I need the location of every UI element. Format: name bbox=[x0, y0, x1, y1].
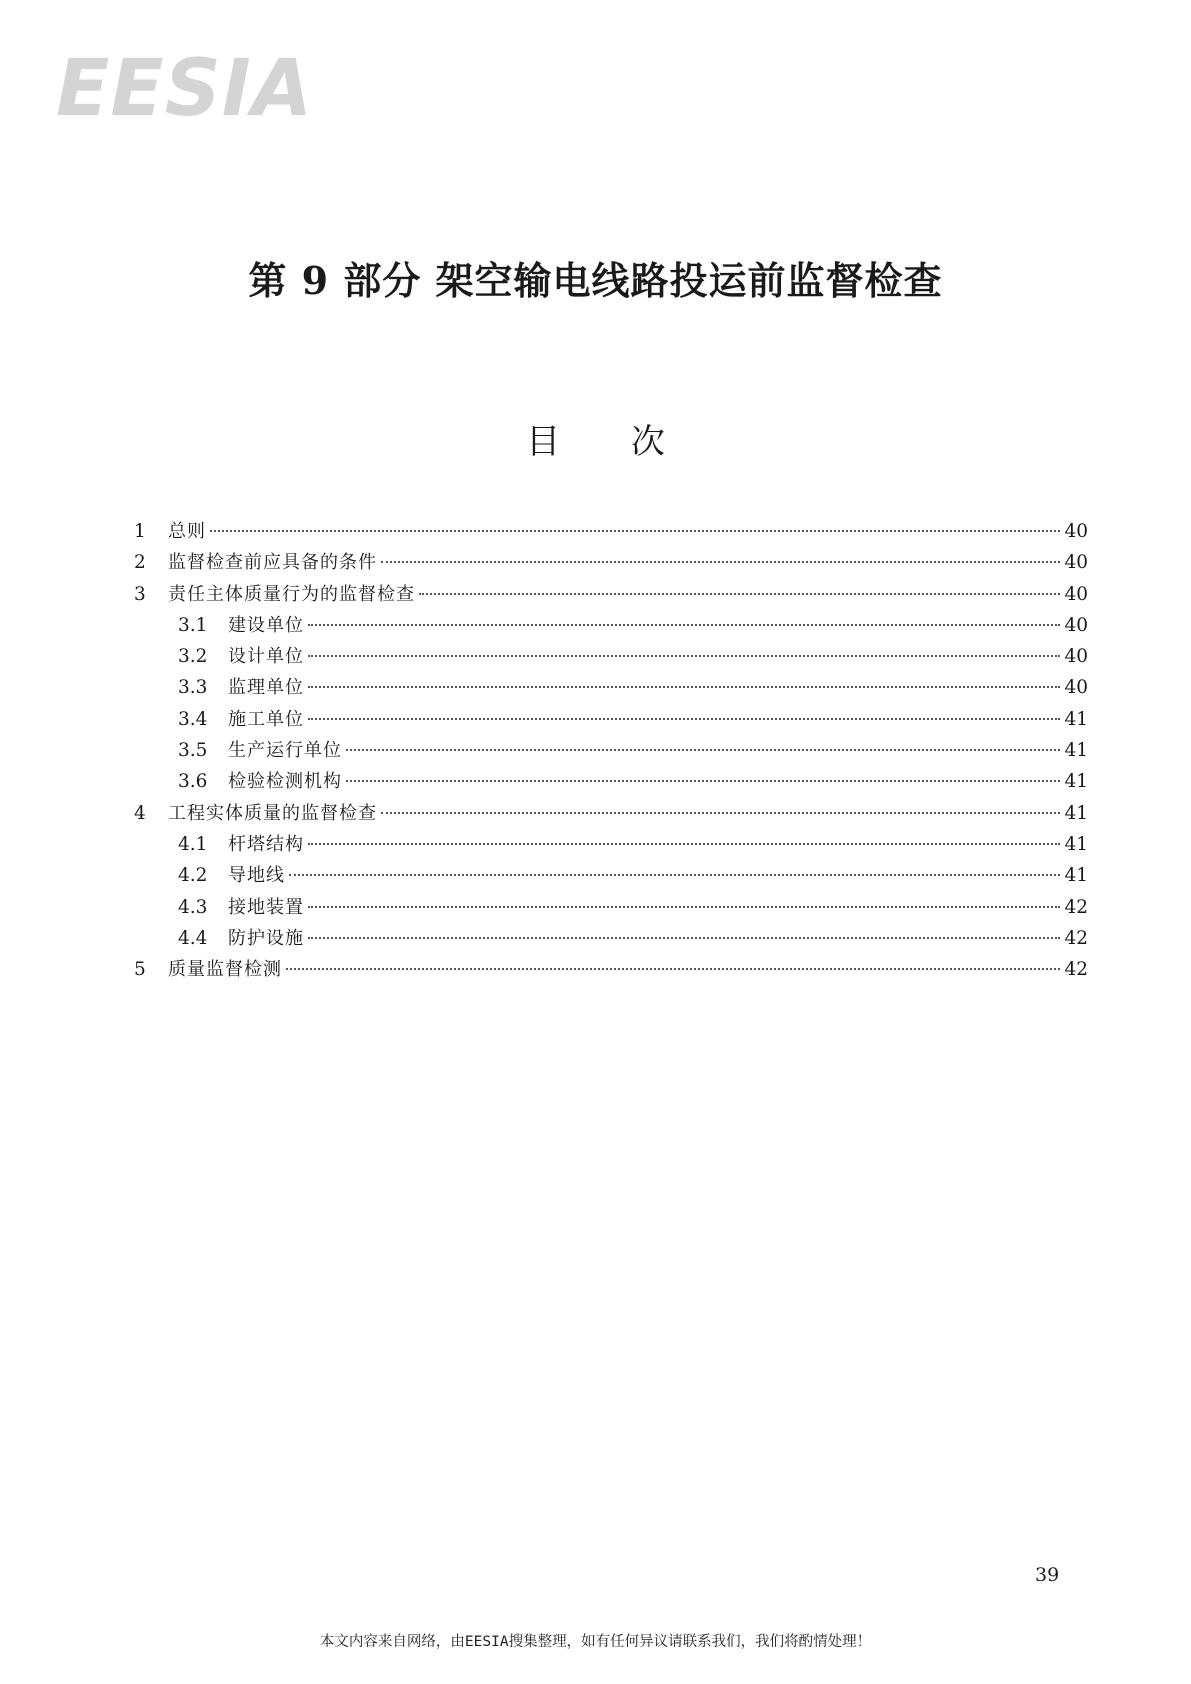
toc-entry-number: 3 bbox=[134, 583, 146, 605]
toc-entry[interactable] bbox=[134, 798, 1088, 829]
toc-leader-dots bbox=[308, 906, 1060, 908]
toc-entry[interactable] bbox=[134, 766, 1088, 797]
toc-entry-title: 杆塔结构 bbox=[228, 833, 304, 855]
toc-entry-title: 总则 bbox=[168, 521, 206, 542]
toc-entry[interactable] bbox=[134, 704, 1088, 735]
toc-entry-page: 40 bbox=[1064, 583, 1088, 605]
toc-leader-dots bbox=[308, 843, 1060, 845]
footer-note: 本文内容来自网络，由EESIA搜集整理，如有任何异议请联系我们，我们将酌情处理！ bbox=[319, 1634, 872, 1650]
toc-entry[interactable] bbox=[134, 516, 1088, 547]
toc-entry-page: 40 bbox=[1064, 552, 1088, 574]
toc-entry-title: 导地线 bbox=[228, 865, 285, 887]
toc-entry-title: 生产运行单位 bbox=[228, 740, 342, 762]
toc-entry-title: 工程实体质量的监督检查 bbox=[168, 802, 377, 824]
toc-entry-page: 41 bbox=[1064, 771, 1088, 793]
toc-entry[interactable] bbox=[134, 892, 1088, 923]
toc-entry-number: 4.4 bbox=[178, 927, 208, 949]
toc-entry-title: 监督检查前应具备的条件 bbox=[168, 552, 377, 574]
toc-leader-dots bbox=[308, 718, 1060, 720]
toc-entry[interactable] bbox=[134, 860, 1088, 891]
toc-entry-title: 检验检测机构 bbox=[228, 771, 342, 793]
toc-leader-dots bbox=[381, 812, 1060, 814]
toc-entry-number: 2 bbox=[134, 552, 146, 574]
toc-entry[interactable] bbox=[134, 954, 1088, 985]
toc-entry-page: 40 bbox=[1064, 677, 1088, 699]
toc-entry[interactable] bbox=[134, 641, 1088, 672]
toc-entry-number: 3.3 bbox=[178, 677, 208, 699]
toc-leader-dots bbox=[308, 624, 1060, 626]
toc-leader-dots bbox=[381, 561, 1060, 563]
toc-entry[interactable] bbox=[134, 735, 1088, 766]
toc-entry-page: 41 bbox=[1064, 802, 1088, 824]
toc-entry-page: 42 bbox=[1064, 959, 1088, 981]
toc-entry-number: 4 bbox=[134, 802, 146, 824]
toc-entry-number: 3.2 bbox=[178, 646, 208, 668]
toc-entry-number: 3.1 bbox=[178, 614, 208, 636]
toc-entry-title: 建设单位 bbox=[228, 614, 304, 636]
toc-entry-number: 5 bbox=[134, 959, 146, 981]
toc-entry[interactable] bbox=[134, 829, 1088, 860]
toc-entry-page: 41 bbox=[1064, 740, 1088, 762]
toc-heading: 目 次 bbox=[526, 422, 665, 462]
eesia-logo: EESIA bbox=[56, 44, 314, 134]
toc-leader-dots bbox=[419, 593, 1060, 595]
toc-entry-title: 监理单位 bbox=[228, 677, 304, 699]
toc-entry-page: 40 bbox=[1064, 614, 1088, 636]
toc-entry-number: 3.5 bbox=[178, 740, 208, 762]
toc-entry-page: 40 bbox=[1064, 521, 1088, 542]
toc-entry-page: 41 bbox=[1064, 708, 1088, 730]
page-number: 39 bbox=[1035, 1564, 1060, 1586]
toc-entry-title: 接地装置 bbox=[228, 896, 304, 918]
toc-entry-number: 3.6 bbox=[178, 771, 208, 793]
toc-entry-title: 防护设施 bbox=[228, 927, 304, 949]
toc-entry[interactable] bbox=[134, 923, 1088, 954]
toc-entry[interactable] bbox=[134, 610, 1088, 641]
table-of-contents bbox=[134, 516, 1088, 985]
toc-leader-dots bbox=[346, 749, 1060, 751]
toc-entry-number: 4.1 bbox=[178, 833, 208, 855]
toc-entry[interactable] bbox=[134, 672, 1088, 703]
part-title: 第 9 部分 架空输电线路投运前监督检查 bbox=[248, 258, 943, 303]
toc-entry-page: 42 bbox=[1064, 927, 1088, 949]
toc-entry-number: 4.3 bbox=[178, 896, 208, 918]
toc-entry-page: 42 bbox=[1064, 896, 1088, 918]
toc-leader-dots bbox=[346, 780, 1060, 782]
toc-leader-dots bbox=[308, 686, 1060, 688]
toc-entry-title: 设计单位 bbox=[228, 646, 304, 668]
toc-entry-page: 40 bbox=[1064, 646, 1088, 668]
toc-entry-title: 施工单位 bbox=[228, 708, 304, 730]
toc-entry-title: 质量监督检测 bbox=[168, 959, 282, 981]
toc-leader-dots bbox=[286, 968, 1060, 970]
toc-leader-dots bbox=[308, 937, 1060, 939]
toc-entry[interactable] bbox=[134, 579, 1088, 610]
toc-entry-page: 41 bbox=[1064, 833, 1088, 855]
toc-leader-dots bbox=[289, 874, 1060, 876]
toc-entry-number: 1 bbox=[134, 521, 146, 542]
toc-entry-title: 责任主体质量行为的监督检查 bbox=[168, 583, 415, 605]
toc-entry[interactable] bbox=[134, 547, 1088, 578]
toc-leader-dots bbox=[308, 655, 1060, 657]
toc-entry-number: 3.4 bbox=[178, 708, 208, 730]
toc-entry-number: 4.2 bbox=[178, 865, 208, 887]
toc-entry-page: 41 bbox=[1064, 865, 1088, 887]
toc-leader-dots bbox=[210, 530, 1060, 532]
